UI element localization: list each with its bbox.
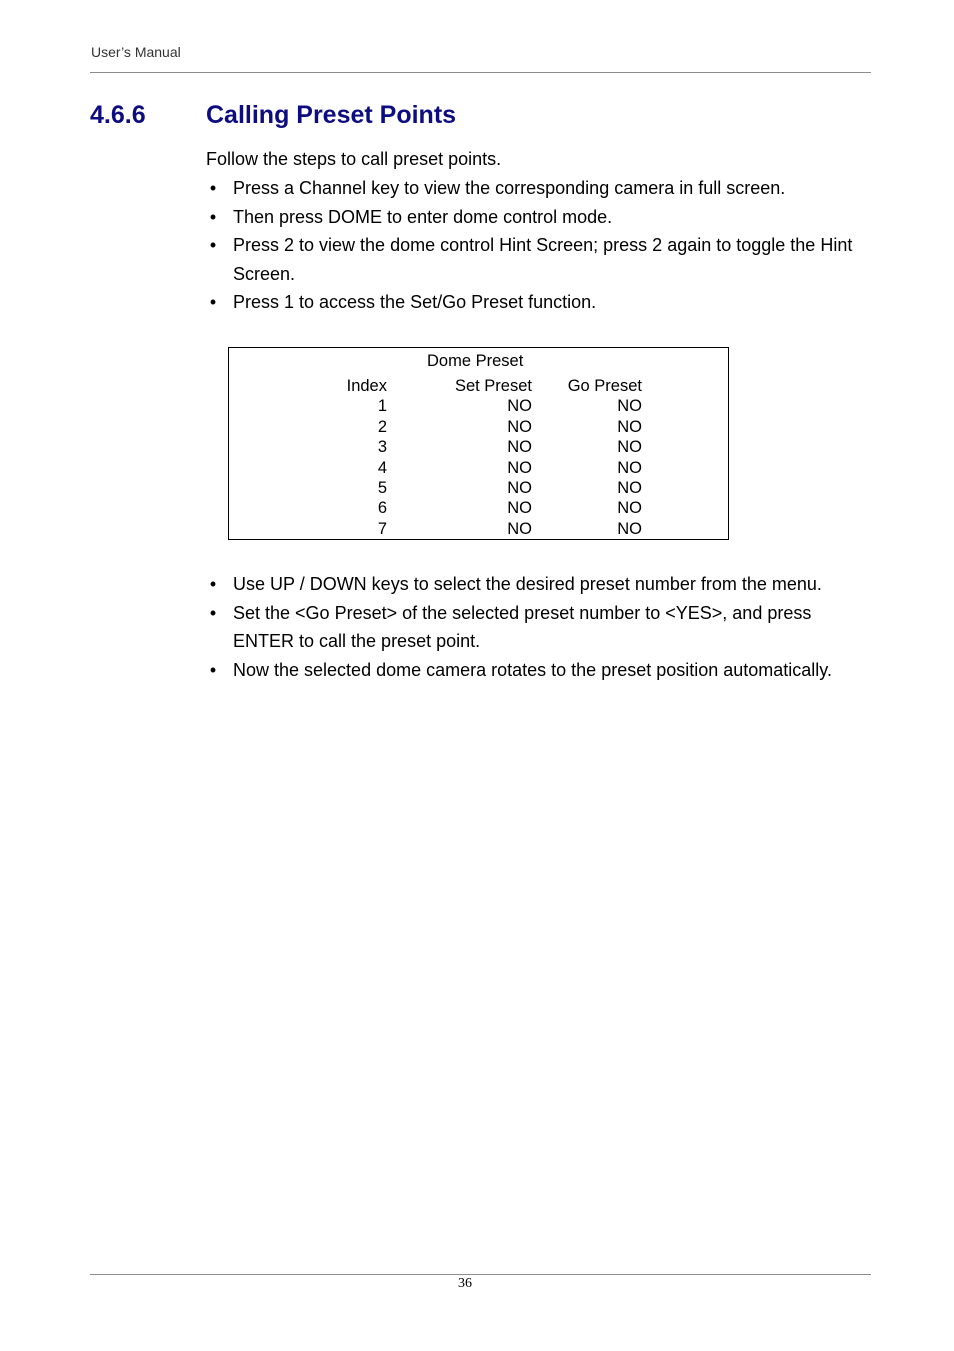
bullet-icon: • [209, 574, 217, 594]
set-preset-value[interactable]: NO [507, 438, 532, 457]
preset-index: 6 [377, 499, 387, 518]
set-preset-value[interactable]: NO [507, 458, 532, 477]
table-header-row [229, 376, 728, 396]
preset-index: 1 [377, 397, 387, 416]
header-divider [90, 72, 871, 73]
list-item [206, 174, 866, 203]
bullet-icon: • [209, 178, 217, 198]
preset-index: 4 [377, 458, 387, 477]
set-preset-value[interactable]: NO [507, 397, 532, 416]
table-row[interactable] [229, 478, 728, 498]
go-preset-value[interactable]: NO [617, 519, 642, 538]
table-row[interactable] [229, 417, 728, 437]
preset-index: 7 [377, 519, 387, 538]
go-preset-value[interactable]: NO [617, 417, 642, 436]
intro-paragraph: Follow the steps to call preset points. [206, 149, 502, 169]
go-preset-value[interactable]: NO [617, 458, 642, 477]
set-preset-value[interactable]: NO [507, 519, 532, 538]
column-header-go-preset: Go Preset [567, 377, 642, 395]
table-row[interactable] [229, 519, 728, 539]
go-preset-value[interactable]: NO [617, 499, 642, 518]
go-preset-value[interactable]: NO [617, 478, 642, 497]
list-item [206, 656, 866, 685]
menu-title: Dome Preset [427, 352, 524, 370]
table-row[interactable] [229, 396, 728, 416]
bullet-icon: • [209, 602, 217, 623]
steps-list-after [206, 570, 866, 684]
table-row[interactable] [229, 437, 728, 457]
table-row[interactable] [229, 458, 728, 478]
preset-index: 2 [377, 417, 387, 436]
list-item-text: Set the <Go Preset> of the selected preset number to <YES>, and press ENTER to call the preset point. [233, 602, 812, 651]
table-row[interactable] [229, 498, 728, 518]
column-header-set-preset: Set Preset [454, 377, 532, 395]
running-header: User’s Manual [91, 44, 181, 60]
column-header-index: Index [346, 377, 387, 395]
section-title: Calling Preset Points [206, 101, 457, 129]
list-item-text: Press a Channel key to view the corresponding camera in full screen. [233, 178, 786, 198]
page-number: 36 [458, 1276, 472, 1291]
set-preset-value[interactable]: NO [507, 478, 532, 497]
bullet-icon: • [209, 206, 217, 227]
set-preset-value[interactable]: NO [507, 417, 532, 436]
list-item [206, 231, 866, 288]
list-item [206, 203, 866, 232]
preset-table [229, 376, 728, 539]
list-item-text: Press 1 to access the Set/Go Preset function. [233, 292, 597, 312]
bullet-icon: • [209, 235, 217, 255]
list-item [206, 599, 866, 656]
list-item-text: Use UP / DOWN keys to select the desired preset number from the menu. [233, 574, 822, 594]
list-item-text: Now the selected dome camera rotates to the preset position automatically. [233, 659, 832, 680]
list-item [206, 288, 866, 317]
steps-list-before [206, 174, 866, 317]
list-item [206, 570, 866, 599]
dome-preset-menu [228, 347, 729, 540]
preset-index: 5 [377, 478, 387, 497]
go-preset-value[interactable]: NO [617, 397, 642, 416]
bullet-icon: • [209, 659, 217, 680]
set-preset-value[interactable]: NO [507, 499, 532, 518]
list-item-text: Then press DOME to enter dome control mode. [233, 206, 613, 227]
bullet-icon: • [209, 292, 217, 312]
section-heading [90, 99, 456, 131]
preset-index: 3 [377, 438, 387, 457]
list-item-text: Press 2 to view the dome control Hint Screen; press 2 again to toggle the Hint Screen. [233, 235, 853, 284]
go-preset-value[interactable]: NO [617, 438, 642, 457]
section-number: 4.6.6 [90, 101, 146, 129]
